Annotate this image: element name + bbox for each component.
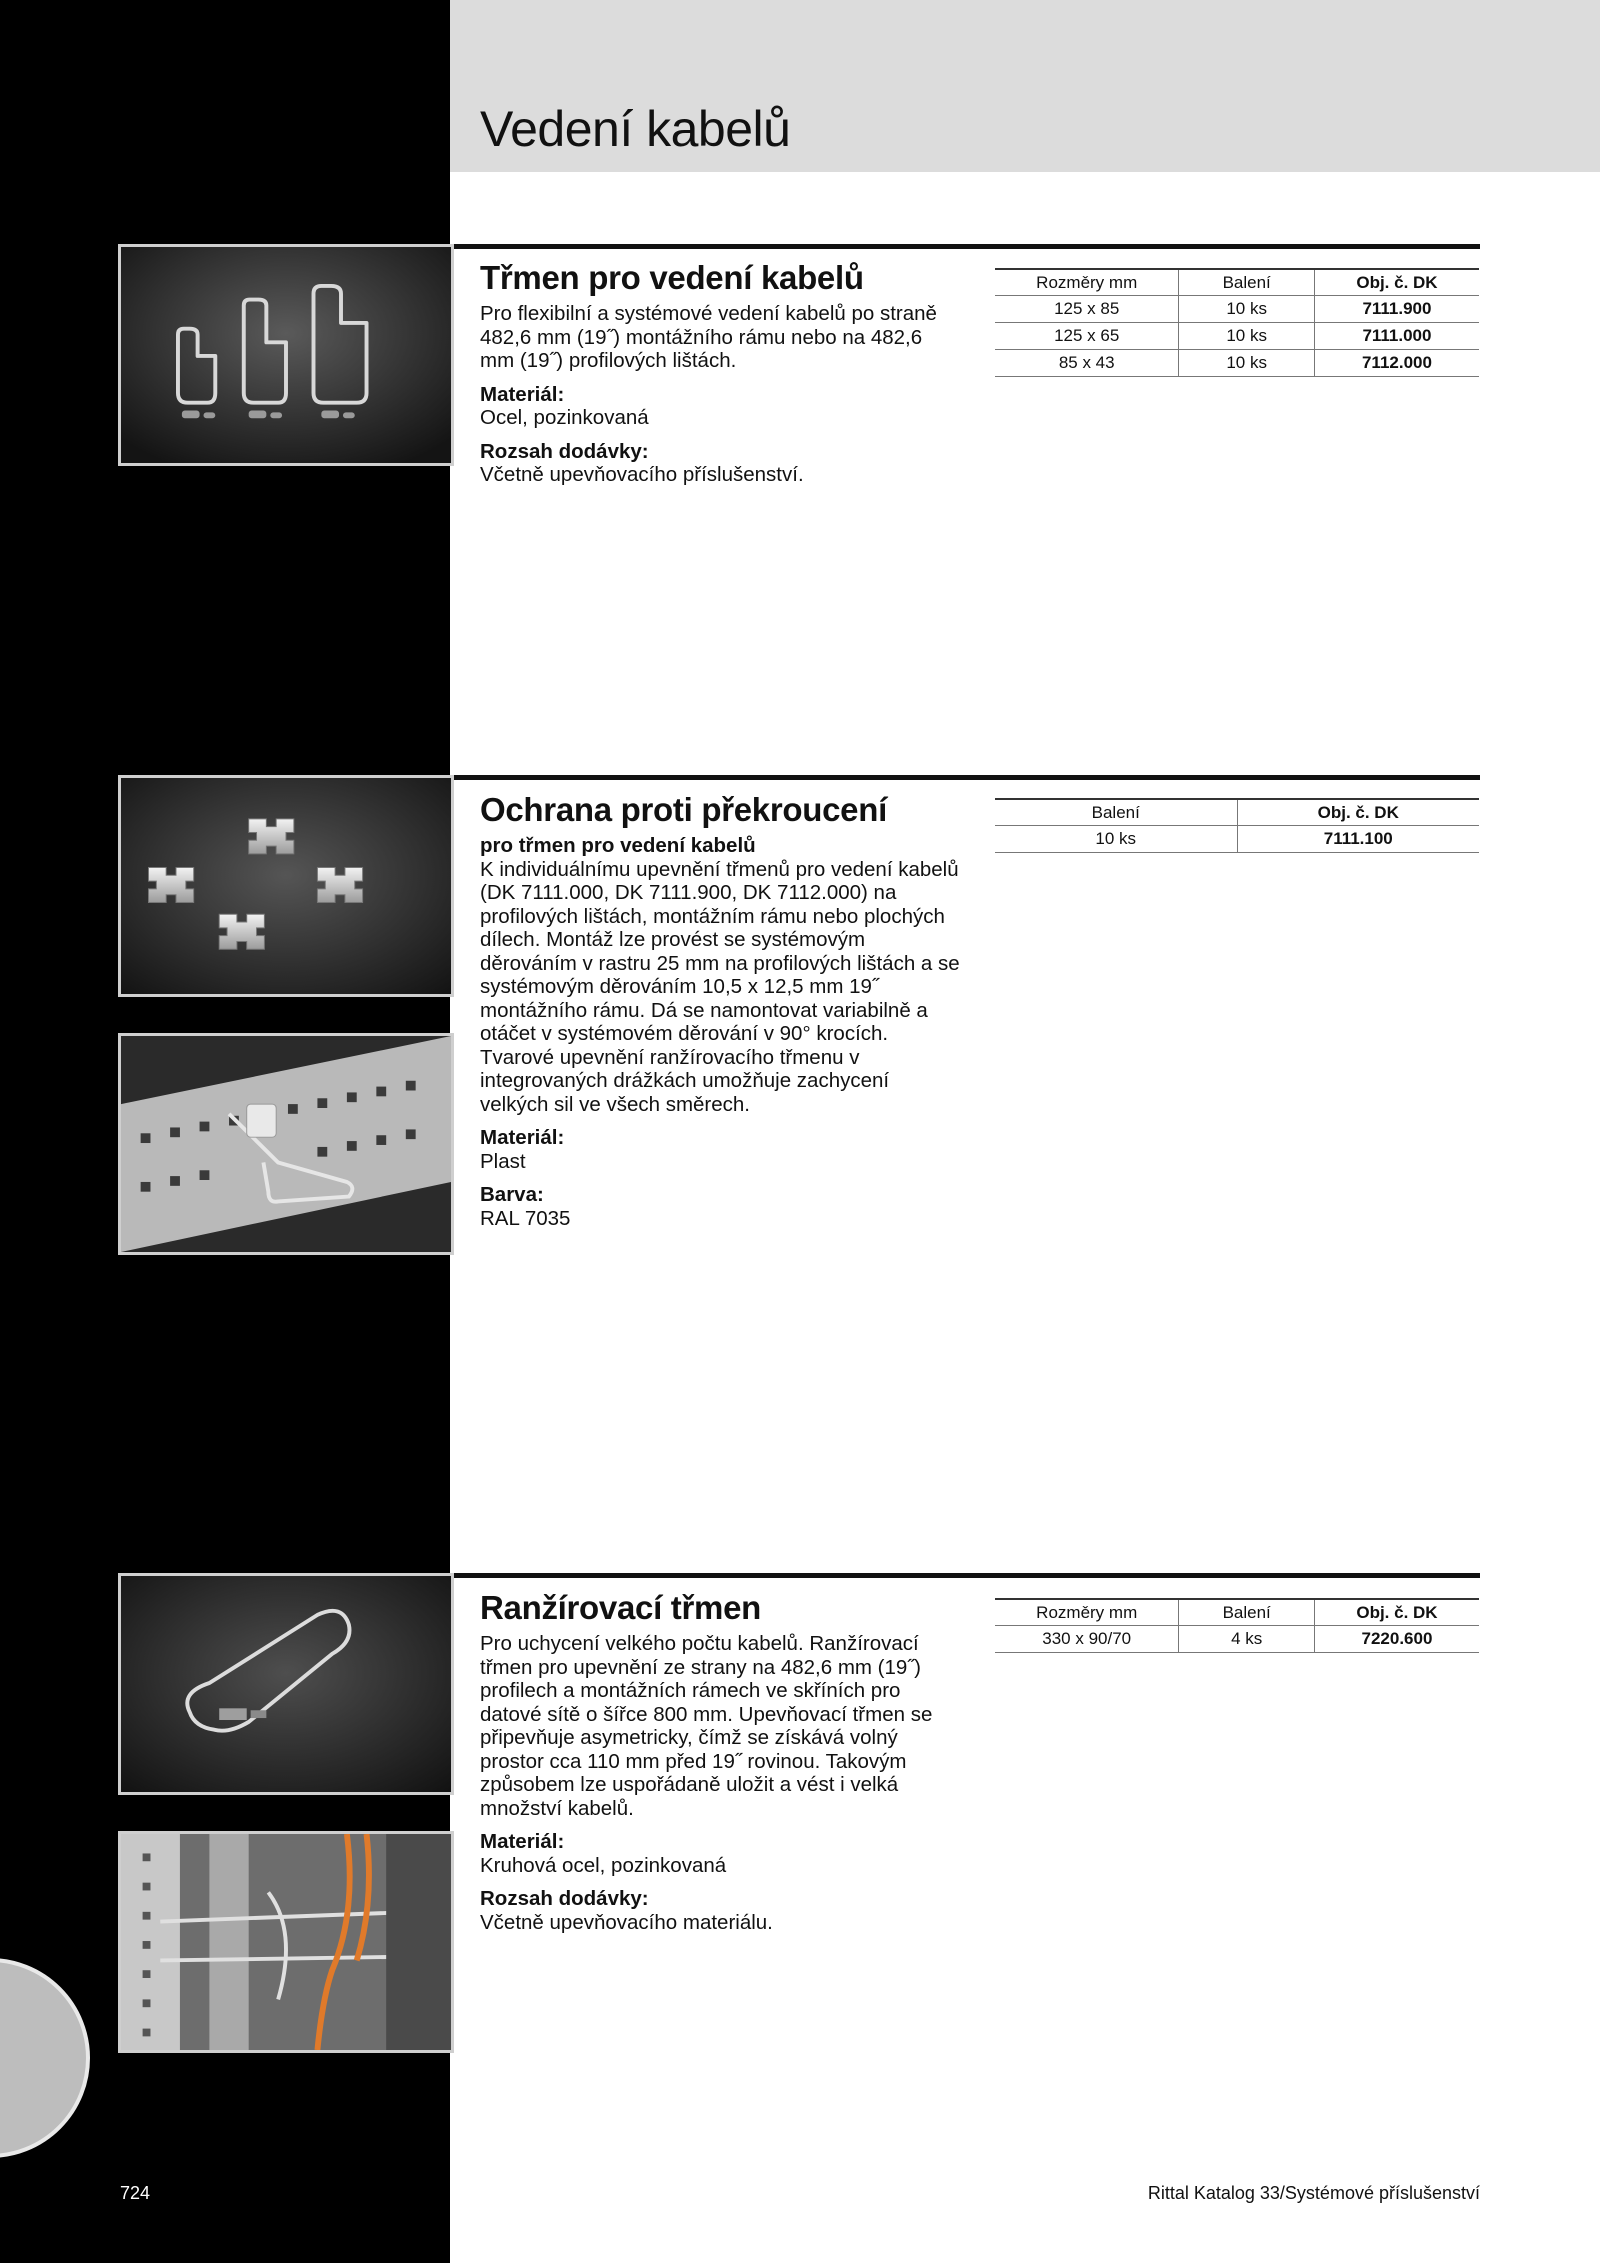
order-number-cell: 7111.900 bbox=[1314, 296, 1479, 323]
material-value: Plast bbox=[480, 1149, 526, 1173]
section-heading: Třmen pro vedení kabelů bbox=[480, 259, 864, 296]
table-row bbox=[995, 296, 1479, 323]
material-value: Ocel, pozinkovaná bbox=[480, 406, 649, 429]
order-number-cell: 7111.100 bbox=[1237, 826, 1479, 853]
column-header: Rozměry mm bbox=[995, 1599, 1179, 1626]
column-header: Balení bbox=[1179, 269, 1315, 296]
scope-value: Včetně upevňovacího příslušenství. bbox=[480, 463, 804, 486]
table-cell: 10 ks bbox=[995, 826, 1237, 853]
catalog-footer: Rittal Katalog 33/Systémové příslušenství bbox=[1147, 2183, 1480, 2203]
material-value: Kruhová ocel, pozinkovaná bbox=[480, 1853, 727, 1877]
spec-table bbox=[995, 1598, 1479, 1653]
spec-table bbox=[995, 798, 1479, 853]
section-description: Pro uchycení velkého počtu kabelů. Ranžírovací třmen pro upevnění ze strany na 482,6 mm (19˝) profilech a montážních rámech ve skříních pro datové sítě o šířce 800 mm. Upevňovací třmen se připevňuje asymetricky, čímž se získává volný prostor cca 110 mm před 19˝ rovinou. Takovým způsobem lze uspořádaně uložit a vést i velká množství kabelů. bbox=[480, 1632, 933, 1820]
scope-value: Včetně upevňovacího materiálu. bbox=[480, 1910, 773, 1934]
table-header-row bbox=[995, 799, 1479, 826]
section-divider bbox=[452, 244, 1480, 249]
table-cell: 125 x 65 bbox=[995, 323, 1179, 350]
product-photo-cable-brackets bbox=[118, 244, 454, 466]
material-label: Materiál: bbox=[480, 1830, 565, 1853]
column-header: Balení bbox=[1179, 1599, 1315, 1626]
table-header-row bbox=[995, 269, 1479, 296]
table-row bbox=[995, 323, 1479, 350]
product-photo-anti-twist-clips bbox=[118, 775, 454, 997]
section-heading: Ranžírovací třmen bbox=[480, 1589, 761, 1626]
section-1-text bbox=[480, 258, 960, 487]
column-header: Obj. č. DK bbox=[1314, 269, 1479, 296]
scope-label: Rozsah dodávky: bbox=[480, 1887, 649, 1910]
material-label: Materiál: bbox=[480, 1126, 565, 1149]
page-title: Vedení kabelů bbox=[480, 101, 791, 157]
section-heading: Ochrana proti překroucení bbox=[480, 791, 887, 828]
product-photo-patching-bracket bbox=[118, 1573, 454, 1795]
section-3-text bbox=[480, 1588, 960, 1934]
material-label: Materiál: bbox=[480, 382, 565, 406]
table-row bbox=[995, 350, 1479, 377]
table-cell: 4 ks bbox=[1179, 1626, 1315, 1653]
product-photo-mounted-bracket bbox=[118, 1033, 454, 1255]
scope-label: Rozsah dodávky: bbox=[480, 439, 649, 463]
column-header: Obj. č. DK bbox=[1314, 1599, 1479, 1626]
page-number: 724 bbox=[120, 2183, 151, 2203]
table-row bbox=[995, 826, 1479, 853]
table-header-row bbox=[995, 1599, 1479, 1626]
section-divider bbox=[452, 775, 1480, 780]
color-label: Barva: bbox=[480, 1183, 544, 1206]
table-cell: 85 x 43 bbox=[995, 350, 1179, 377]
table-row bbox=[995, 1626, 1479, 1653]
table-cell: 10 ks bbox=[1179, 323, 1315, 350]
product-photo-installed-rack bbox=[118, 1831, 454, 2053]
spec-table bbox=[995, 268, 1479, 377]
section-divider bbox=[452, 1573, 1480, 1578]
table-cell: 125 x 85 bbox=[995, 296, 1179, 323]
order-number-cell: 7112.000 bbox=[1314, 350, 1479, 377]
order-number-cell: 7220.600 bbox=[1314, 1626, 1479, 1653]
table-cell: 330 x 90/70 bbox=[995, 1626, 1179, 1653]
color-value: RAL 7035 bbox=[480, 1206, 571, 1230]
order-number-cell: 7111.000 bbox=[1314, 323, 1479, 350]
table-cell: 10 ks bbox=[1179, 296, 1315, 323]
column-header: Balení bbox=[995, 799, 1237, 826]
column-header: Obj. č. DK bbox=[1237, 799, 1479, 826]
table-cell: 10 ks bbox=[1179, 350, 1315, 377]
column-header: Rozměry mm bbox=[995, 269, 1179, 296]
section-description: K individuálnímu upevnění třmenů pro vedení kabelů (DK 7111.000, DK 7111.900, DK 7112.000) na profilových lištách, montážním rámu nebo plochých dílech. Montáž lze provést se systémovým děrováním v rastru 25 mm na profilových lištách a se systémovým děrováním 10,5 x 12,5 mm 19˝ montážního rámu. Dá se namontovat variabilně a otáčet v systémovém děrování v 90° krocích. Tvarové upevnění ranžírovacího třmenu v integrovaných drážkách umožňuje zachycení velkých sil ve všech směrech. bbox=[480, 857, 960, 1116]
section-2-text bbox=[480, 790, 960, 1230]
section-description: Pro flexibilní a systémové vedení kabelů po straně 482,6 mm (19˝) montážního rámu nebo na 482,6 mm (19˝) profilových lištách. bbox=[480, 302, 937, 372]
section-subheading: pro třmen pro vedení kabelů bbox=[480, 834, 756, 857]
